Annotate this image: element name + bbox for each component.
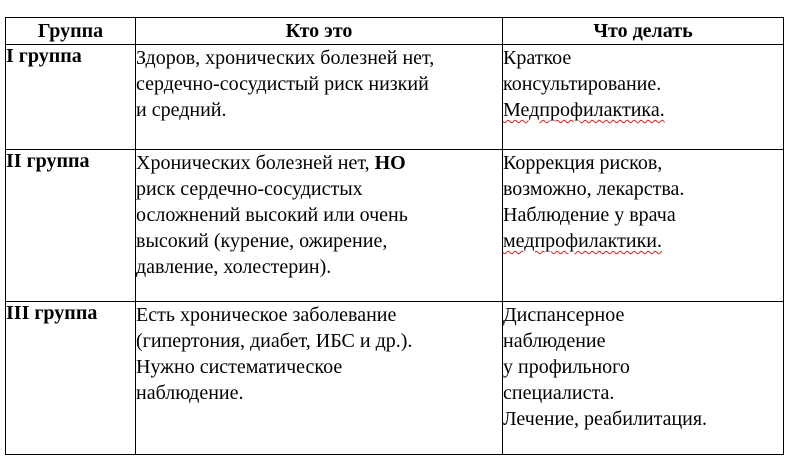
who-line [136, 150, 502, 176]
who-line: высокий (курение, ожирение, [136, 230, 388, 252]
header-group: Группа [6, 18, 136, 45]
todo-line: Лечение, реабилитация. [503, 408, 708, 430]
who-line: и средний. [136, 99, 227, 121]
todo-line: консультирование. [503, 73, 662, 95]
who-line-emphasis: НО [374, 152, 406, 174]
todo-line-spellcheck: Медпрофилактика. [503, 99, 665, 121]
todo-line: Наблюдение у врача [503, 204, 676, 226]
who-cell [136, 45, 503, 150]
todo-cell [503, 150, 784, 302]
table-row [6, 150, 784, 302]
who-cell [136, 150, 503, 302]
who-line-text: Хронических болезней нет, [136, 152, 375, 174]
todo-line: специалиста. [503, 382, 615, 404]
todo-line: Краткое [503, 47, 572, 69]
todo-line: у профильного [503, 356, 630, 378]
todo-line: возможно, лекарства. [503, 178, 685, 200]
health-groups-table [5, 17, 784, 455]
group-name: II группа [6, 150, 136, 302]
who-line: Здоров, хронических болезней нет, [136, 47, 435, 69]
who-cell [136, 302, 503, 455]
todo-cell [503, 45, 784, 150]
todo-line: Коррекция рисков, [503, 152, 663, 174]
who-line: давление, холестерин). [136, 256, 332, 278]
todo-cell [503, 302, 784, 455]
table-row [6, 302, 784, 455]
table-header-row [6, 18, 784, 45]
who-line: (гипертония, диабет, ИБС и др.). [136, 330, 413, 352]
who-line: Нужно систематическое [136, 356, 343, 378]
header-todo: Что делать [503, 18, 784, 45]
todo-line-spellcheck: медпрофилактики. [503, 230, 662, 252]
who-line: наблюдение. [136, 382, 244, 404]
group-name: III группа [6, 302, 136, 455]
header-who: Кто это [136, 18, 503, 45]
table-row [6, 45, 784, 150]
who-line: Есть хроническое заболевание [136, 304, 397, 326]
todo-line: наблюдение [503, 330, 606, 352]
who-line: сердечно-сосудистый риск низкий [136, 73, 429, 95]
todo-line: Диспансерное [503, 304, 625, 326]
group-name: I группа [6, 45, 136, 150]
who-line: риск сердечно-сосудистых [136, 178, 363, 200]
who-line: осложнений высокий или очень [136, 204, 408, 226]
